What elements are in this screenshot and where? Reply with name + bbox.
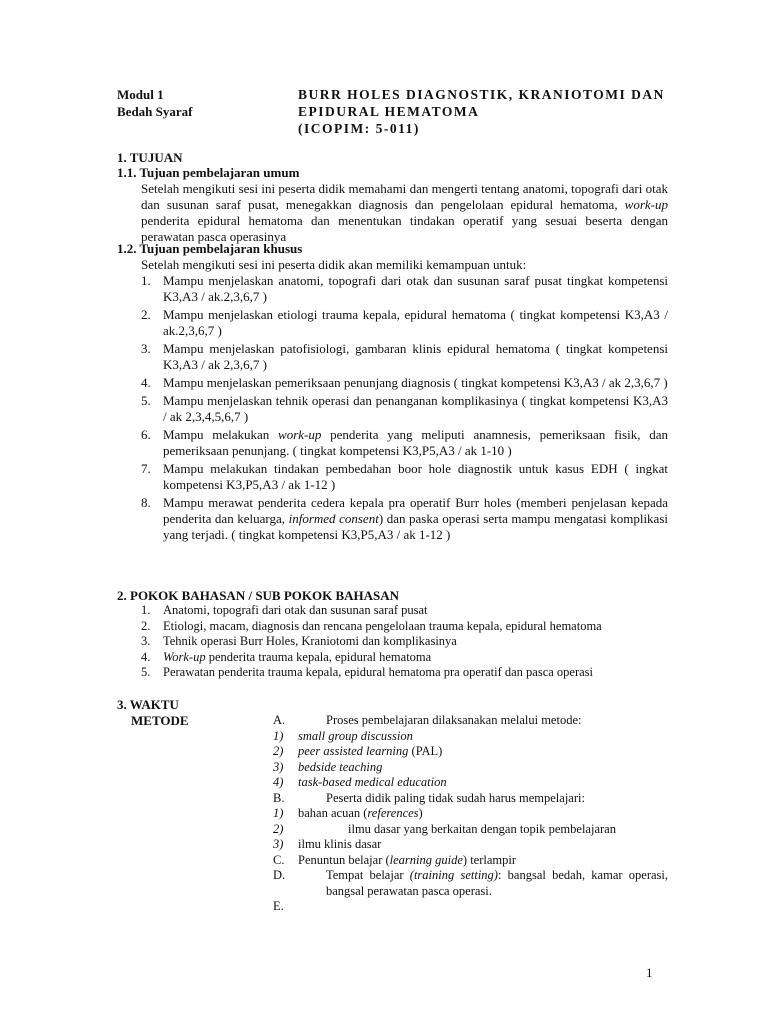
item-number: 1) [273, 728, 284, 743]
item-number: A. [273, 713, 286, 727]
item-number: 3. [141, 341, 151, 356]
department-label: Bedah Syaraf [117, 104, 193, 119]
item-number: B. [273, 790, 285, 805]
list-item [141, 393, 668, 425]
item-number: 1) [273, 806, 284, 820]
list-item [141, 634, 681, 650]
italic-fragment: Work-up [163, 649, 206, 664]
paragraph-text: penderita epidural hematoma dan menentukan tindakan operatif yang sesuai beserta dengan perawatan pasca operasinya [141, 213, 668, 244]
list-item [273, 729, 668, 745]
item-number: 2) [273, 821, 284, 836]
list-item [273, 744, 668, 760]
list-item [141, 619, 681, 635]
list-item [273, 822, 668, 838]
item-number: 2) [273, 744, 284, 758]
objectives-list [141, 273, 668, 545]
method-list [273, 713, 668, 915]
title-line: BURR HOLES DIAGNOSTIK, KRANIOTOMI DAN [298, 87, 665, 102]
section-heading: 2. POKOK BAHASAN / SUB POKOK BAHASAN [117, 588, 400, 603]
italic-fragment: work-up [278, 427, 322, 442]
list-item [141, 375, 668, 391]
item-number: 2. [141, 307, 151, 322]
item-text: ilmu dasar yang berkaitan dengan topik pembelajaran [348, 821, 616, 836]
item-number: 3. [141, 634, 151, 648]
list-item [273, 760, 668, 776]
italic-fragment: learning guide [389, 852, 463, 867]
document-title [298, 86, 665, 137]
list-item [141, 603, 681, 619]
title-line: EPIDURAL HEMATOMA [298, 104, 480, 119]
italic-fragment: references [367, 806, 419, 820]
item-number: 3) [273, 759, 284, 774]
item-text: Mampu menjelaskan anatomi, topografi dari otak dan susunan saraf pusat tingkat kompetensi K3,A3 / ak.2,3,6,7 ) [163, 273, 668, 304]
text-fragment: : bangsal bedah, kamar operasi, bangsal perawatan pasca operasi. [326, 868, 668, 898]
item-text [298, 744, 668, 760]
subsection-heading: 1.1. Tujuan pembelajaran umum [117, 165, 300, 180]
text-fragment: Mampu melakukan [163, 427, 279, 442]
item-text: Mampu menjelaskan pemeriksaan penunjang diagnosis ( tingkat kompetensi K3,A3 / ak 2,3,6,7 ) [163, 375, 668, 390]
subsection-heading: 1.2. Tujuan pembelajaran khusus [117, 241, 303, 256]
item-number: 1. [141, 603, 151, 617]
list-item [141, 495, 668, 543]
item-number: D. [273, 868, 286, 882]
item-text: ilmu klinis dasar [298, 837, 382, 851]
item-text: Mampu melakukan tindakan pembedahan boor hole diagnostik untuk kasus EDH ( ingkat kompetensi K3,P5,A3 / ak 1-12 ) [163, 461, 668, 492]
item-text: Mampu menjelaskan tehnik operasi dan penanganan komplikasinya ( tingkat kompetensi K3,A3 / ak 2,3,4,5,6,7 ) [163, 393, 668, 424]
item-number: 4. [141, 375, 151, 390]
item-text: Mampu menjelaskan etiologi trauma kepala, epidural hematoma ( tingkat kompetensi K3,A3 / ak.2,3,6,7 ) [163, 307, 668, 338]
topics-list [141, 603, 681, 681]
list-item [273, 868, 668, 899]
text-fragment: Mampu merawat penderita cedera kepala pra operatif Burr holes (memberi penjelasan kepada penderita dan keluarga, [163, 495, 668, 526]
item-text [163, 650, 431, 666]
list-item [273, 775, 668, 791]
paragraph-text: Setelah mengikuti sesi ini peserta didik memahami dan mengerti tentang anatomi, topografi dari otak dan susunan saraf pusat, menegakkan diagnosis dan pengelolaan epidural hematoma, [141, 181, 668, 212]
item-text: Perawatan penderita trauma kepala, epidural hematoma pra operatif dan pasca operasi [163, 665, 594, 679]
text-fragment: (PAL) [408, 744, 443, 758]
list-item [273, 713, 668, 729]
item-text: Tehnik operasi Burr Holes, Kraniotomi dan komplikasinya [163, 634, 457, 648]
list-item [141, 341, 668, 373]
item-number: 5. [141, 665, 151, 679]
text-fragment: ) terlampir [462, 852, 517, 867]
list-item [273, 806, 668, 822]
item-text [163, 427, 668, 459]
item-number: 4. [141, 649, 151, 664]
list-item [141, 307, 668, 339]
item-number: 4) [273, 775, 284, 789]
specific-objective-intro: Setelah mengikuti sesi ini peserta didik akan memiliki kemampuan untuk: [141, 257, 527, 272]
item-text [298, 899, 668, 915]
item-text: Anatomi, topografi dari otak dan susunan saraf pusat [163, 603, 428, 617]
text-fragment: penderita trauma kepala, epidural hematoma [205, 649, 432, 664]
text-fragment: ) [418, 806, 423, 820]
item-number: 8. [141, 495, 151, 510]
title-line: (ICOPIM: 5-011) [298, 121, 420, 136]
item-number: 2. [141, 618, 151, 633]
list-item [273, 853, 668, 869]
item-number: 7. [141, 461, 151, 476]
item-text [298, 853, 668, 869]
text-fragment: Penuntun belajar ( [298, 852, 390, 867]
item-text: Peserta didik paling tidak sudah harus mempelajari: [326, 790, 585, 805]
list-item [141, 427, 668, 459]
list-item [141, 665, 681, 681]
paragraph-italic: work-up [624, 197, 668, 212]
list-item [141, 461, 668, 493]
item-text: task-based medical education [298, 775, 447, 789]
text-fragment: Tempat belajar [326, 868, 410, 882]
italic-fragment: (training setting) [409, 868, 498, 882]
item-text: Mampu menjelaskan patofisiologi, gambaran klinis epidural hematoma ( tingkat kompetensi K3,A3 / ak 2,3,6,7 ) [163, 341, 668, 372]
item-text [298, 868, 668, 899]
item-text [163, 495, 668, 543]
section-heading: 1. TUJUAN [117, 150, 183, 165]
list-item [273, 899, 668, 915]
text-fragment: penderita yang meliputi anamnesis, pemeriksaan fisik, dan pemeriksaan penunjang. ( tingkat kompetensi K3,P5,A3 / ak 1-10 ) [163, 427, 668, 458]
italic-fragment: informed consent [288, 511, 379, 526]
module-label: Modul 1 [117, 87, 164, 102]
list-item [273, 791, 668, 807]
list-item [141, 650, 681, 666]
item-number: E. [273, 899, 284, 913]
module-info [117, 86, 192, 120]
page-number: 1 [646, 965, 653, 980]
section-heading: 3. WAKTU [117, 697, 179, 712]
list-item [141, 273, 668, 305]
item-number: C. [273, 852, 285, 867]
method-label: METODE [131, 713, 189, 728]
item-number: 1. [141, 273, 151, 288]
list-item [273, 837, 668, 853]
item-number: 5. [141, 393, 151, 408]
text-fragment: bahan acuan ( [298, 806, 368, 820]
item-number: 3) [273, 837, 284, 851]
item-text: bedside teaching [298, 759, 383, 774]
item-number: 6. [141, 427, 151, 442]
item-text [298, 806, 668, 822]
item-text: small group discussion [298, 728, 413, 743]
item-text: Etiologi, macam, diagnosis dan rencana pengelolaan trauma kepala, epidural hematoma [163, 618, 602, 633]
text-fragment: ) dan paska operasi serta mampu mengatasi komplikasi yang terjadi. ( tingkat kompetensi K3,P5,A3 / ak 1-12 ) [163, 511, 668, 542]
italic-fragment: peer assisted learning [298, 744, 409, 758]
item-text: Proses pembelajaran dilaksanakan melalui metode: [326, 713, 582, 727]
general-objective-paragraph [141, 181, 668, 245]
